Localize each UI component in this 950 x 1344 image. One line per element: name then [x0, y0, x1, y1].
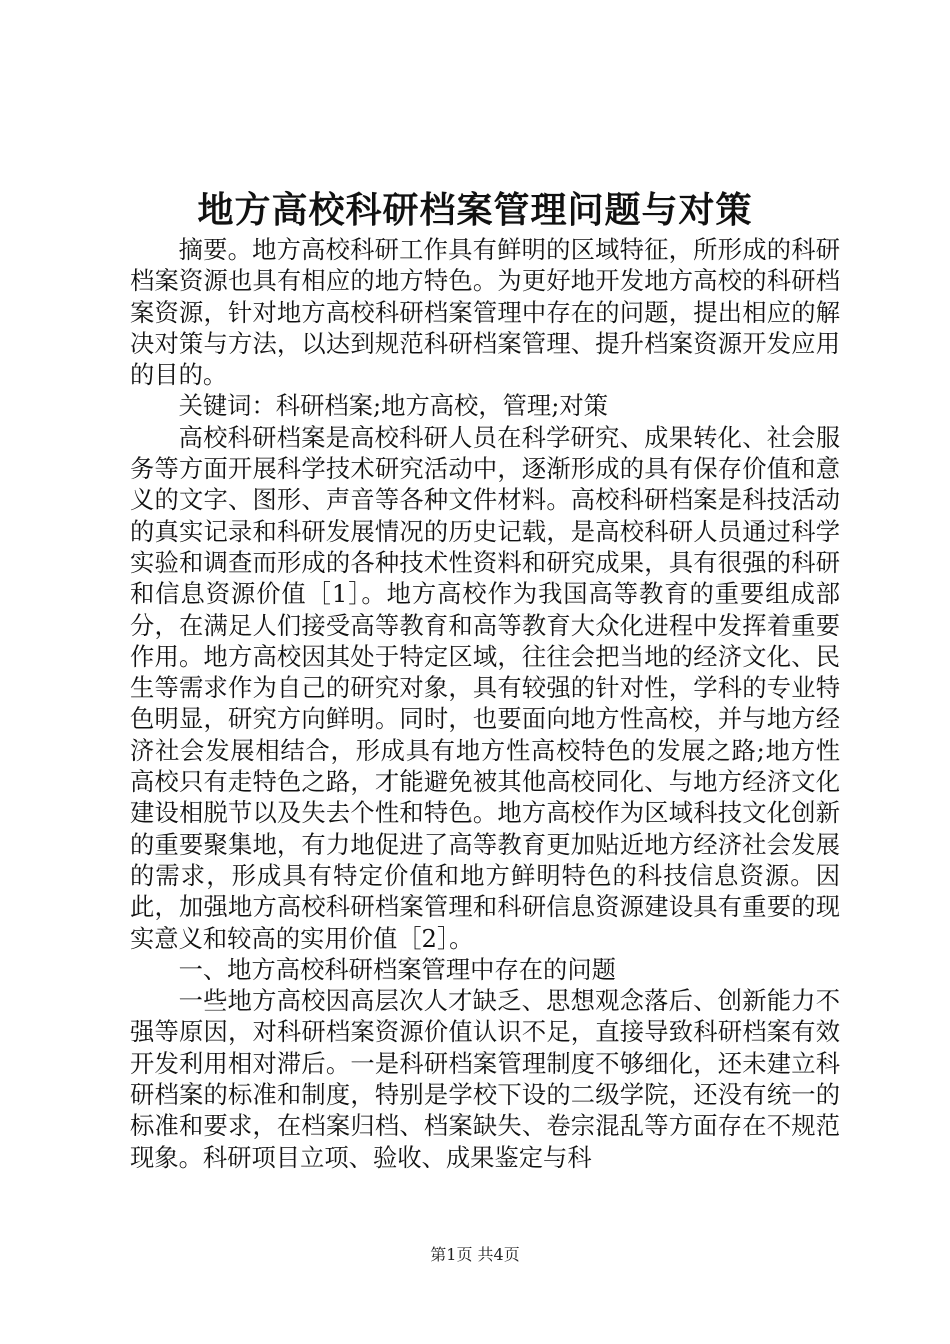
document-body [130, 234, 840, 1173]
section-paragraph: 一些地方高校因高层次人才缺乏、思想观念落后、创新能力不强等原因，对科研档案资源价值认识不足，直接导致科研档案有效开发利用相对滞后。一是科研档案管理制度不够细化，还未建立科研档案的标准和制度，特别是学校下设的二级学院，还没有统一的标准和要求，在档案归档、档案缺失、卷宗混乱等方面存在不规范现象。科研项目立项、验收、成果鉴定与科 [130, 986, 840, 1172]
document-title: 地方高校科研档案管理问题与对策 [197, 189, 753, 231]
section-heading: 一、地方高校科研档案管理中存在的问题 [178, 954, 616, 984]
keywords-paragraph: 关键词：科研档案;地方高校，管理;对策 [178, 391, 609, 421]
intro-paragraph: 高校科研档案是高校科研人员在科学研究、成果转化、社会服务等方面开展科学技术研究活动中，逐渐形成的具有保存价值和意义的文字、图形、声音等各种文件材料。高校科研档案是科技活动的真实记录和科研发展情况的历史记载，是高校科研人员通过科学实验和调查而形成的各种技术性资料和研究成果，具有很强的科研和信息资源价值［1］。地方高校作为我国高等教育的重要组成部分，在满足人们接受高等教育和高等教育大众化进程中发挥着重要作用。地方高校因其处于特定区域，往往会把当地的经济文化、民生等需求作为自己的研究对象，具有较强的针对性，学科的专业特色明显，研究方向鲜明。同时，也要面向地方性高校，并与地方经济社会发展相结合，形成具有地方性高校特色的发展之路;地方性高校只有走特色之路，才能避免被其他高校同化、与地方经济文化建设相脱节以及失去个性和特色。地方高校作为区域科技文化创新的重要聚集地，有力地促进了高等教育更加贴近地方经济社会发展的需求，形成具有特定价值和地方鲜明特色的科技信息资源。因此，加强地方高校科研档案管理和科研信息资源建设具有重要的现实意义和较高的实用价值［2］。 [130, 422, 840, 953]
abstract-paragraph: 摘要。地方高校科研工作具有鲜明的区域特征，所形成的科研档案资源也具有相应的地方特色。为更好地开发地方高校的科研档案资源，针对地方高校科研档案管理中存在的问题，提出相应的解决对策与方法，以达到规范科研档案管理、提升档案资源开发应用的目的。 [130, 235, 840, 390]
page-footer: 第1页 共4页 [430, 1245, 520, 1264]
